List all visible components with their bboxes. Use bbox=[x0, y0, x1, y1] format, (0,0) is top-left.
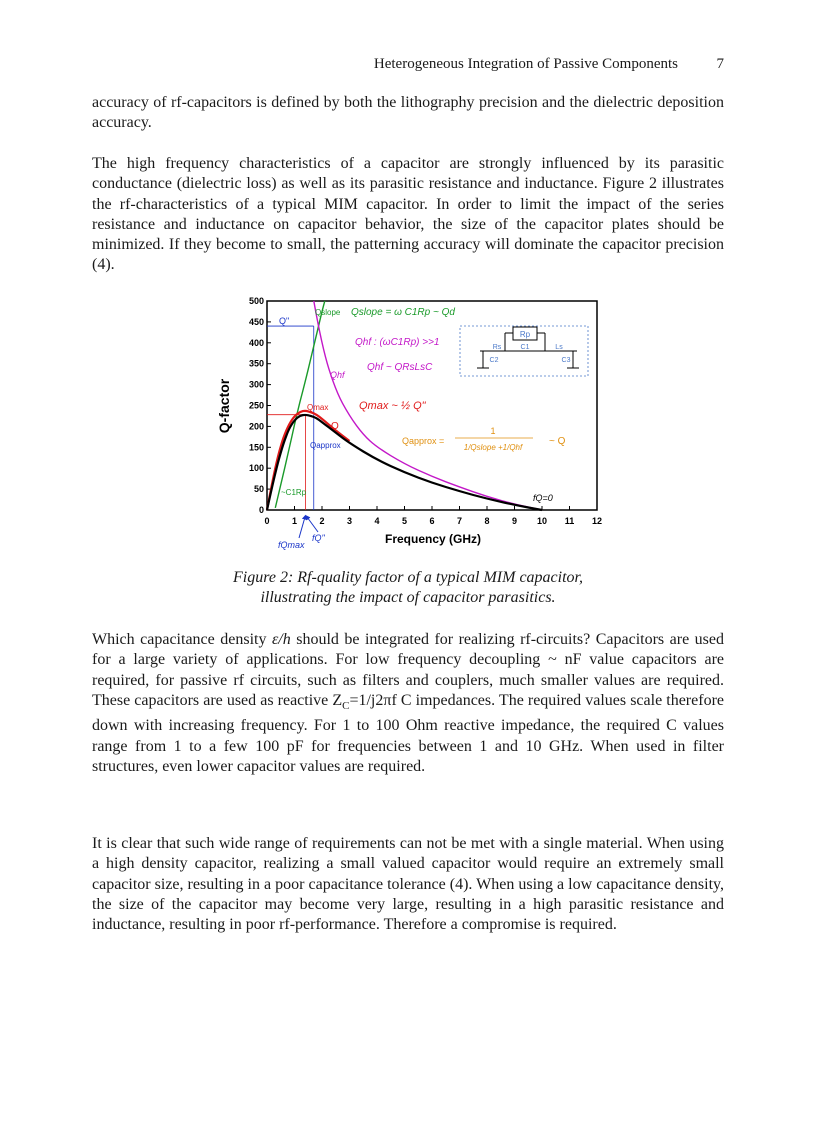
y-tick-label: 400 bbox=[248, 337, 264, 348]
fqmax-arrow bbox=[299, 517, 305, 538]
paragraph-2: The high frequency characteristics of a capacitor are strongly influenced by its parasitic conductance (dielectric loss) as well as its parasitic resistance and inductance. Figure 2 illustrates the rf-characteristics of a typical MIM capacitor. In order to limit the impact of the series resistance and inductance on capacitor behavior, the size of the capacitor plates should be minimized. If they become to small, the patterning accuracy will dominate the capacitor precision (4). bbox=[92, 155, 724, 274]
qapprox-lhs: Qapprox = bbox=[402, 436, 445, 446]
y-tick-label: 450 bbox=[248, 316, 264, 327]
c1rp-label: ~C1Rp bbox=[281, 488, 307, 497]
circuit-c1: C1 bbox=[520, 344, 530, 351]
p3-sub: C bbox=[342, 700, 350, 713]
x-tick-label: 6 bbox=[429, 516, 435, 526]
qapprox-label: Qapprox bbox=[310, 441, 341, 450]
paragraph-3 bbox=[92, 630, 724, 777]
fq0-label: fQ=0 bbox=[533, 493, 553, 503]
q-factor-chart bbox=[215, 296, 625, 556]
x-tick-label: 12 bbox=[591, 516, 603, 526]
page-number: 7 bbox=[716, 56, 724, 72]
x-tick-label: 9 bbox=[511, 516, 518, 526]
series-qhf-line bbox=[314, 301, 542, 510]
paragraph-1: accuracy of rf-capacitors is defined by both the lithography precision and the dielectric deposition accuracy. bbox=[92, 94, 724, 132]
y-tick-label: 150 bbox=[248, 442, 264, 453]
figure-caption bbox=[92, 568, 724, 608]
y-tick-label: 250 bbox=[248, 400, 264, 411]
circuit-ls: Ls bbox=[555, 344, 563, 351]
qhf-condition: Qhf : (ωC1Rp) >>1 bbox=[355, 337, 440, 348]
x-axis-ticks bbox=[264, 506, 602, 526]
circuit-c2: C2 bbox=[489, 357, 499, 364]
fqmax-label: fQmax bbox=[278, 540, 305, 550]
fqpp-label: fQ" bbox=[312, 533, 325, 543]
circuit-rs: Rs bbox=[492, 344, 502, 351]
y-tick-label: 300 bbox=[248, 379, 264, 390]
qslope-formula: Qslope = ω C1Rp ~ Qd bbox=[351, 307, 455, 318]
x-tick-label: 3 bbox=[346, 516, 353, 526]
p3-before: Which capacitance density bbox=[92, 631, 272, 648]
x-tick-label: 4 bbox=[374, 516, 380, 526]
qapprox-rhs: ~ Q bbox=[549, 436, 566, 447]
x-tick-label: 11 bbox=[564, 516, 575, 526]
fqpp-arrow bbox=[307, 517, 318, 532]
q-curve-label: Q bbox=[331, 421, 339, 432]
x-tick-label: 1 bbox=[291, 516, 298, 526]
caption-line-1: Figure 2: Rf-quality factor of a typical MIM capacitor, bbox=[233, 569, 583, 586]
qapprox-numerator: 1 bbox=[490, 426, 496, 436]
y-axis-label: Q-factor bbox=[216, 378, 232, 434]
qslope-label: Qslope bbox=[315, 308, 341, 317]
x-axis-label: Frequency (GHz) bbox=[384, 532, 482, 546]
q-pp-label: Q" bbox=[279, 316, 290, 326]
series-qapprox-line bbox=[267, 415, 542, 510]
y-tick-label: 500 bbox=[248, 296, 264, 306]
qhf-formula: Qhf ~ QRsLsC bbox=[367, 362, 433, 373]
x-tick-label: 5 bbox=[401, 516, 408, 526]
p3-after: should be integrated for realizing rf-circuits? Capacitors are used for a large variety of applications. For low frequency decoupling ~ nF value capacitors are required, for passive rf circuits, such as filters and couplers, much smaller values are required. These capacitors are used as reactive Z bbox=[92, 631, 725, 709]
x-tick-label: 8 bbox=[484, 516, 490, 526]
x-tick-label: 10 bbox=[536, 516, 548, 526]
x-tick-label: 2 bbox=[319, 516, 325, 526]
x-tick-label: 0 bbox=[264, 516, 270, 526]
equivalent-circuit bbox=[460, 326, 588, 376]
qmax-label: Qmax bbox=[307, 403, 329, 412]
caption-line-2: illustrating the impact of capacitor parasitics. bbox=[260, 589, 556, 606]
x-tick-label: 7 bbox=[456, 516, 463, 526]
p3-end: =1/j2πf C impedances. The required values scale therefore down with increasing frequency. For 1 to 100 Ohm reactive impedance, the required C values range from 1 to a few 100 pF for frequencies between 1 and 10 GHz. When used in filter structures, even lower capacitor values are required. bbox=[92, 691, 724, 775]
qhf-label: Qhf bbox=[330, 370, 345, 380]
y-tick-label: 350 bbox=[248, 358, 264, 369]
header-title: Heterogeneous Integration of Passive Components bbox=[373, 56, 678, 72]
circuit-c3: C3 bbox=[561, 357, 571, 364]
qmax-formula: Qmax ~ ½ Q" bbox=[359, 400, 426, 412]
circuit-rp: Rp bbox=[519, 330, 531, 339]
p3-eh: ε/h bbox=[271, 631, 291, 648]
y-tick-label: 100 bbox=[248, 463, 264, 474]
y-tick-label: 50 bbox=[253, 484, 264, 495]
qapprox-denominator: 1/Qslope +1/Qhf bbox=[463, 443, 523, 452]
y-tick-label: 0 bbox=[258, 505, 264, 515]
paragraph-4: It is clear that such wide range of requirements can not be met with a single material. When using a high density capacitor, realizing a small valued capacitor would require an extremely small capacitor size, resulting in a poor capacitance tolerance (4). When using a low capacitance density, the size of the capacitor may become very large, resulting in a high parasitic resistance and inductance, resulting in poor rf-performance. Therefore a compromise is required. bbox=[92, 835, 724, 934]
y-tick-label: 200 bbox=[248, 421, 264, 432]
